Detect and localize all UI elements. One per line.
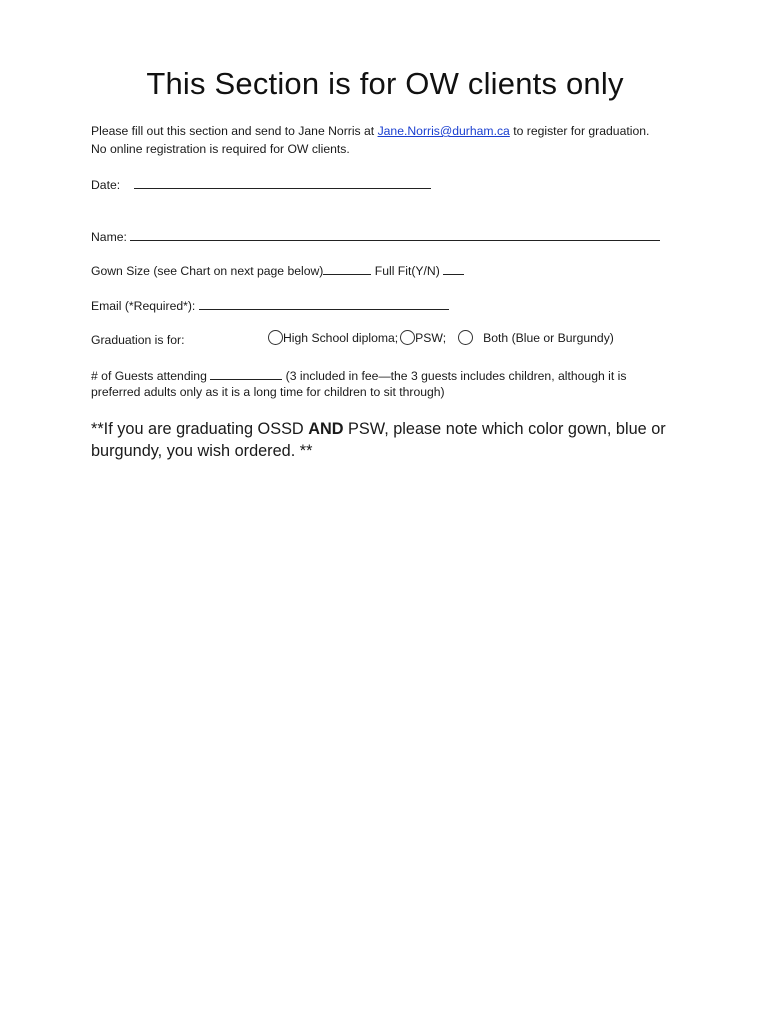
intro-line-2: No online registration is required for OW clients.	[91, 142, 350, 156]
email-row	[91, 298, 449, 313]
date-label: Date:	[91, 178, 121, 192]
guests-row-1	[91, 368, 626, 383]
intro-text: Please fill out this section and send to Jane Norris at	[91, 124, 378, 138]
radio-both-icon[interactable]	[458, 330, 473, 345]
guests-note-1: (3 included in fee—the 3 guests includes children, although it is	[282, 369, 627, 383]
intro-line-1	[91, 124, 649, 138]
option-psw: PSW;	[415, 331, 447, 345]
page-title: This Section is for OW clients only	[146, 66, 624, 101]
radio-high-school-icon[interactable]	[268, 330, 283, 345]
full-fit-field[interactable]	[443, 263, 464, 275]
email-required-label: Email (*Required*):	[91, 299, 199, 313]
email-link[interactable]: Jane.Norris@durham.ca	[377, 124, 510, 138]
note-bold: AND	[308, 420, 344, 438]
note-text-3: burgundy, you wish ordered. **	[91, 442, 313, 460]
guests-row-2: preferred adults only as it is a long time for children to sit through)	[91, 385, 445, 399]
gown-size-label: Gown Size (see Chart on next page below)	[91, 264, 324, 278]
gown-size-field[interactable]	[323, 263, 371, 275]
graduation-label: Graduation is for:	[91, 333, 185, 347]
option-both: Both (Blue or Burgundy)	[483, 331, 614, 345]
gown-color-note	[91, 418, 691, 462]
gown-row	[91, 263, 464, 278]
intro-suffix: to register for graduation.	[509, 124, 650, 138]
email-field[interactable]	[199, 298, 449, 310]
date-row	[91, 177, 431, 192]
date-field[interactable]	[134, 177, 431, 189]
graduation-options	[268, 330, 614, 345]
name-label: Name:	[91, 230, 127, 244]
name-field[interactable]	[130, 229, 660, 241]
guests-label: # of Guests attending	[91, 369, 211, 383]
guests-field[interactable]	[210, 368, 282, 380]
note-text-1: **If you are graduating OSSD	[91, 420, 309, 438]
graduation-row	[91, 333, 184, 347]
name-row	[91, 229, 660, 244]
radio-psw-icon[interactable]	[400, 330, 415, 345]
option-high-school: High School diploma;	[283, 331, 399, 345]
full-fit-label: Full Fit(Y/N)	[371, 264, 444, 278]
note-text-2: PSW, please note which color gown, blue or	[343, 420, 666, 438]
